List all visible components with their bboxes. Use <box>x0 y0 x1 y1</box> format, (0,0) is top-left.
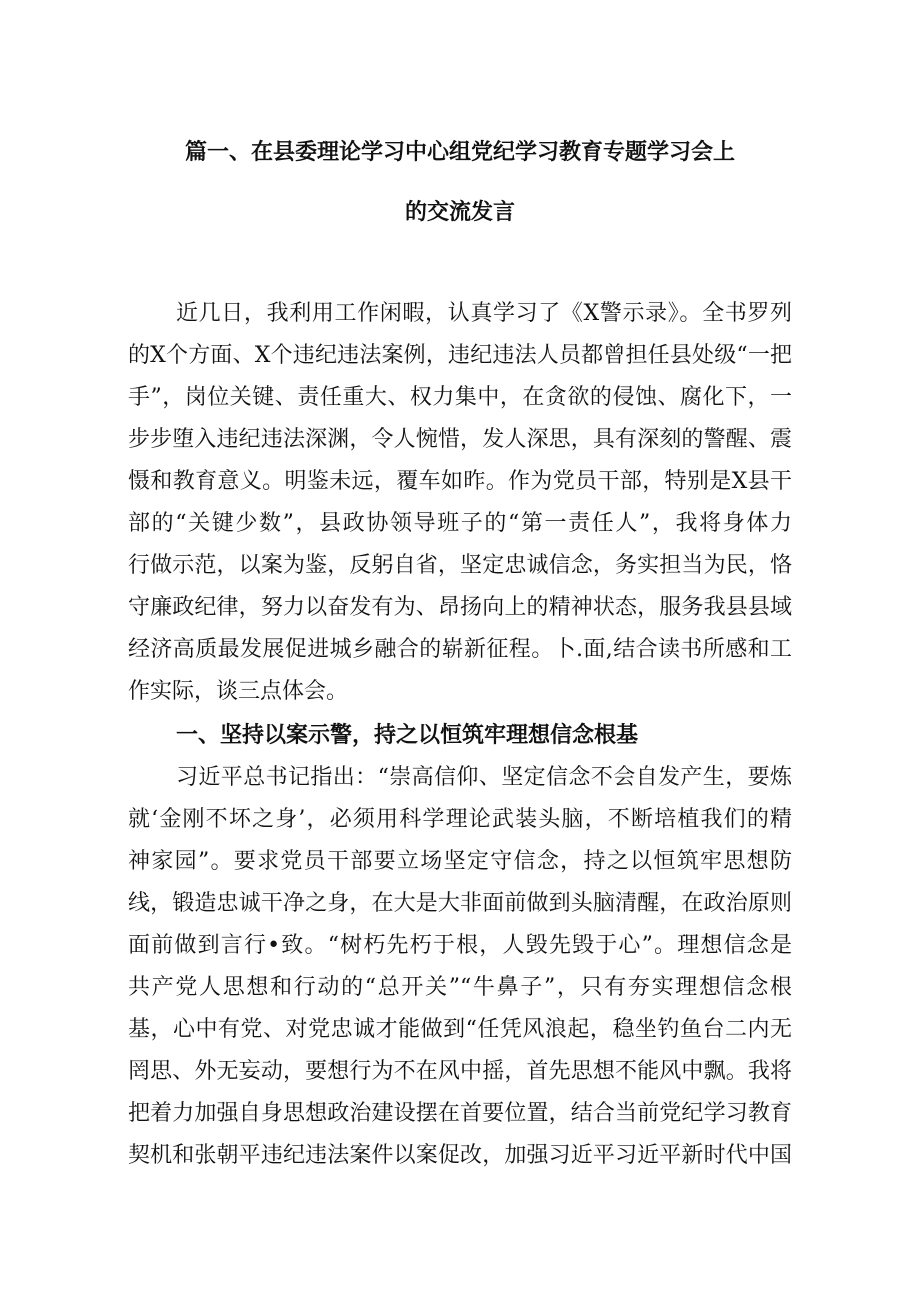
paragraph-1-line-7: 行做示范，以案为鉴，反躬自省，坚定忠诚信念，务实担当为民，恪 <box>128 553 792 578</box>
document-title-line-2: 的交流发言 <box>404 200 515 225</box>
paragraph-2-line-5: 面前做到言行•致。“树朽先朽于根，人毁先毁于心”。理想信念是 <box>128 933 792 958</box>
paragraph-1-line-9: 经济高质最发展促进城乡融合的崭新征程。卜.面,结合读书所感和工 <box>128 637 792 662</box>
paragraph-2-line-1: 习近平总书记指出：“崇高信仰、坚定信念不会自发产生，要炼 <box>176 765 792 790</box>
paragraph-2-line-7: 基，心中有党、对党忠诚才能做到“任凭风浪起，稳坐钓鱼台二内无 <box>128 1017 792 1042</box>
paragraph-1-line-6: 部的“关键少数”，县政协领导班子的“第一责任人”，我将身体力 <box>128 511 792 536</box>
document-title-line-1: 篇一、在县委理论学习中心组党纪学习教育专题学习会上 <box>184 140 735 165</box>
paragraph-2-line-10: 契机和张朝平违纪违法案件以案促改，加强习近平习近平新时代中国 <box>128 1143 792 1168</box>
paragraph-1-line-10: 作实际，谈三点体会。 <box>128 679 349 704</box>
paragraph-2-line-2: 就‘金刚不坏之身’，必须用科学理论武装头脑，不断培植我们的精 <box>128 807 792 832</box>
paragraph-1-line-8: 守廉政纪律，努力以奋发有为、昂扬向上的精神状态，服务我县县域 <box>128 595 792 620</box>
paragraph-1-line-4: 步步堕入违纪违法深渊，令人惋惜，发人深思，具有深刻的警醒、震 <box>128 427 792 452</box>
paragraph-2-line-8: 罔思、外无妄动，要想行为不在风中摇，首先思想不能风中飘。我将 <box>128 1059 792 1084</box>
paragraph-1-line-1: 近几日，我利用工作闲暇，认真学习了《X警示录》。全书罗列 <box>176 301 792 326</box>
paragraph-2-line-9: 把着力加强自身思想政治建设摆在首要位置，结合当前党纪学习教育 <box>128 1101 792 1126</box>
paragraph-1-line-2: 的X个方面、X个违纪违法案例，违纪违法人员都曾担任县处级“一把 <box>128 343 792 368</box>
paragraph-2-line-3: 神家园”。要求党员干部要立场坚定守信念，持之以恒筑牢思想防 <box>128 849 792 874</box>
paragraph-1-line-3: 手”，岗位关键、责任重大、权力集中，在贪欲的侵蚀、腐化下，一 <box>128 385 792 410</box>
paragraph-2-line-4: 线，锻造忠诚干净之身，在大是大非面前做到头脑清醒，在政治原则 <box>128 891 792 916</box>
section-heading-1: 一、坚持以案示警，持之以恒筑牢理想信念根基 <box>176 723 639 748</box>
paragraph-2-line-6: 共产党人思想和行动的“总开关”“牛鼻子”，只有夯实理想信念根 <box>128 975 792 1000</box>
paragraph-1-line-5: 慑和教育意义。明鉴未远，覆车如昨。作为党员干部，特别是X县干 <box>128 469 792 494</box>
